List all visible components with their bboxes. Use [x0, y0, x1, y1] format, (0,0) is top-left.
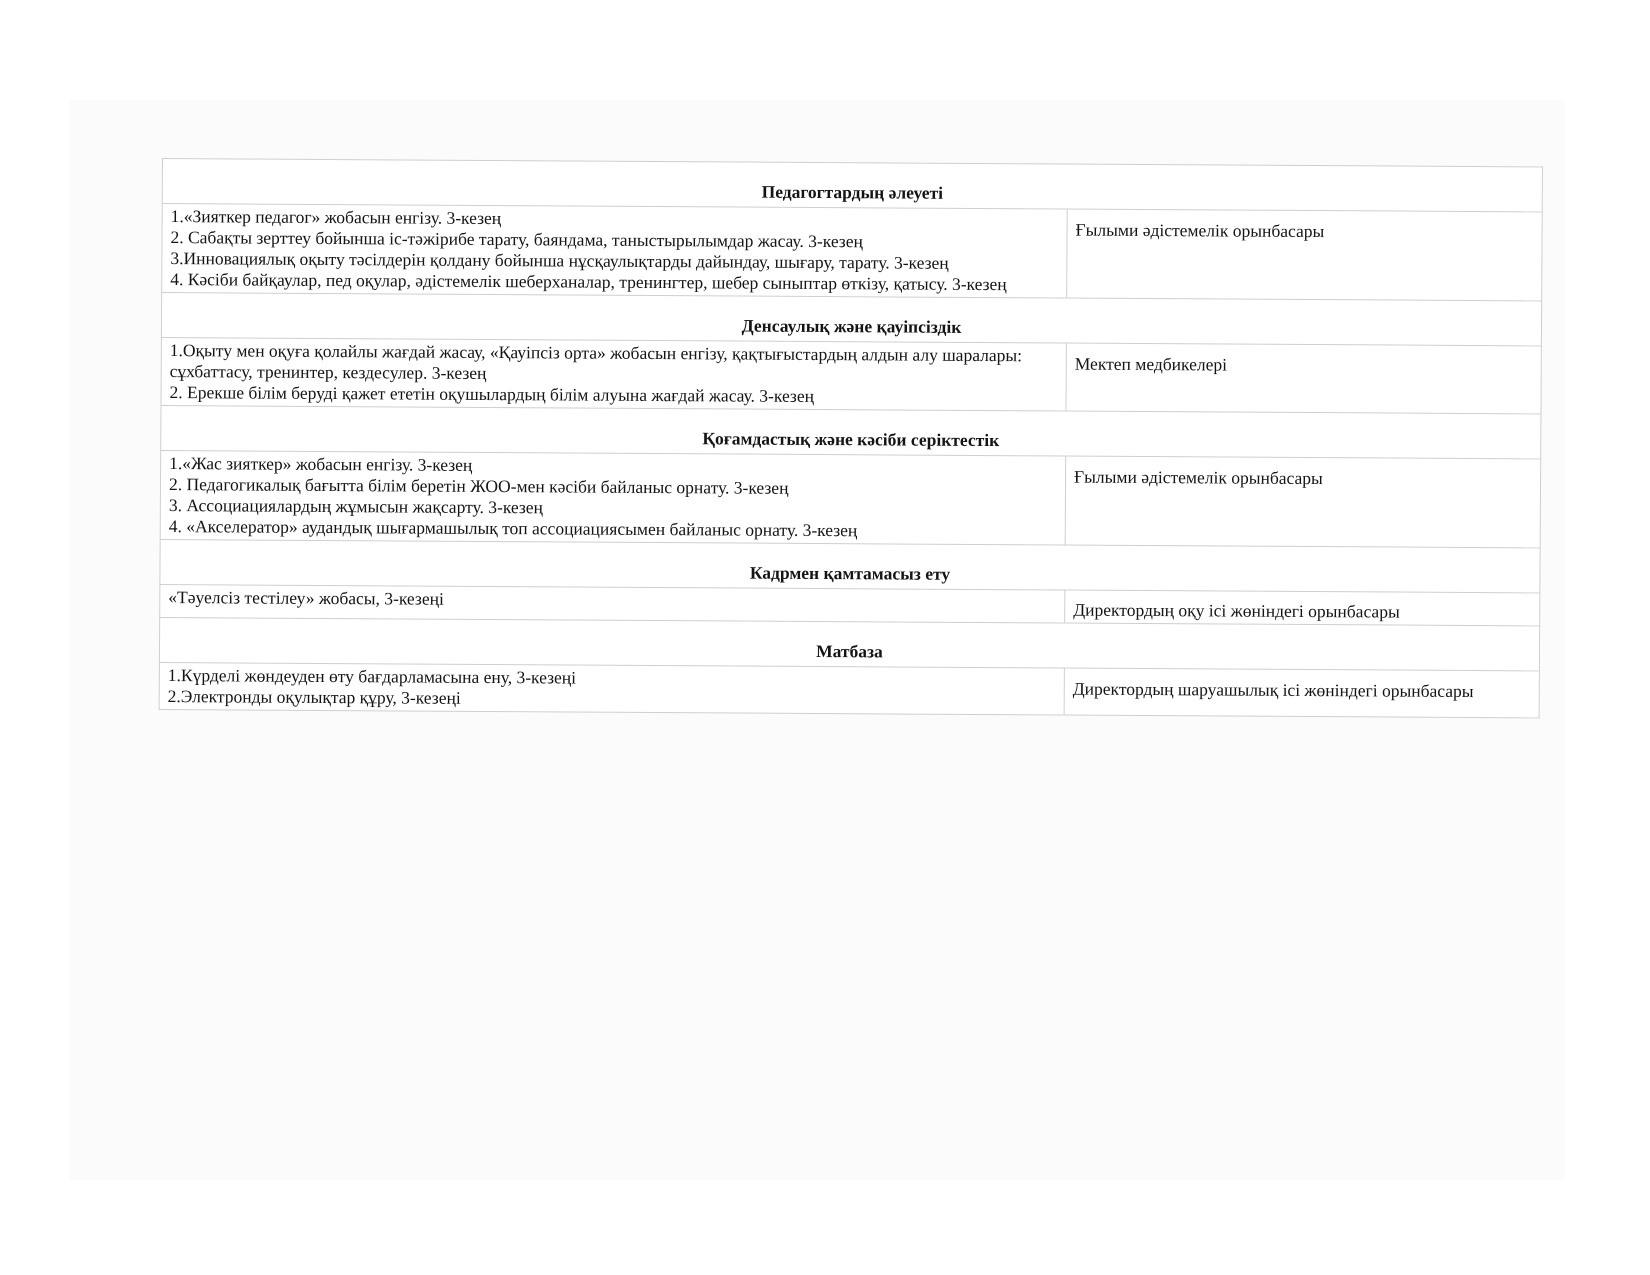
activity-item: 3. Ассоциациялардың жұмысын жақсарту. 3-кезең	[168, 495, 544, 518]
activity-item: 1.«Зияткер педагог» жобасын енгізу. 3-кезең	[170, 206, 502, 229]
activity-item: 2.Электронды оқулықтар құру, 3-кезеңі	[167, 686, 461, 708]
activities-cell	[159, 662, 1064, 715]
section-title: Кадрмен қамтамасыз ету	[160, 539, 1540, 592]
responsible-cell: Директордың шаруашылық ісі жөніндегі орынбасары	[1064, 668, 1539, 718]
activities-cell	[162, 204, 1068, 299]
section-title: Денсаулық және қауіпсіздік	[161, 293, 1541, 346]
activity-item: 4. «Акселератор» аудандық шығармашылық топ ассоциациясымен байланыс орнату. 3-кезең	[168, 516, 858, 541]
activity-item: «Тәуелсіз тестілеу» жобасы, 3-кезеңі	[168, 587, 444, 609]
activities-cell	[160, 450, 1066, 545]
section-title: Педагогтардың әлеуеті	[162, 159, 1542, 212]
activities-cell	[161, 337, 1066, 411]
section-title: Қоғамдастық және кәсіби серіктестік	[161, 405, 1541, 458]
activity-item: 1.Күрделі жөндеуден өту бағдарламасына ену, 3-кезеңі	[167, 665, 577, 688]
responsible-cell: Ғылыми әдістемелік орынбасары	[1067, 209, 1543, 301]
activity-item: 2. Сабақты зерттеу бойынша іс-тәжірибе тарату, баяндама, таныстырылымдар жасау. 3-кезең	[170, 227, 863, 252]
activity-item: 1.Оқыту мен оқуға қолайлы жағдай жасау, «Қауіпсіз орта» жобасын енгізу, қақтығыстардың алдын алу шаралары: сұхбаттасу, тренинтер, кездесулер. 3-кезең	[169, 340, 1023, 383]
activity-item: 4. Кәсіби байқаулар, пед оқулар, әдістемелік шеберханалар, тренингтер, шебер сыныптар өткізу, қатысу. 3-кезең	[170, 269, 1007, 295]
responsible-cell: Директордың оқу ісі жөніндегі орынбасары	[1065, 590, 1540, 626]
activity-item: 2. Ерекше білім беруді қажет ететін оқушылардың білім алуына жағдай жасау. 3-кезең	[169, 382, 815, 406]
section-title: Матбаза	[159, 617, 1539, 670]
responsible-cell: Мектеп медбикелері	[1066, 343, 1541, 414]
section-row-community-partnership	[160, 450, 1541, 547]
activities-cell	[160, 584, 1065, 623]
plan-table	[159, 158, 1543, 718]
activity-item: 2. Педагогикалық бағытта білім беретін ЖОО-мен кәсіби байланыс орнату. 3-кезең	[168, 474, 789, 498]
responsible-cell: Ғылыми әдістемелік орынбасары	[1065, 456, 1541, 548]
activity-item: 1.«Жас зияткер» жобасын енгізу. 3-кезең	[169, 453, 473, 475]
section-row-health-safety	[161, 337, 1541, 413]
activity-item: 3.Инновациялық оқыту тәсілдерін қолдану бойынша нұсқаулықтарды дайындау, шығару, тарату. 3-кезең	[170, 248, 949, 273]
section-row-pedagog-potential	[162, 204, 1543, 301]
section-row-material-base	[159, 662, 1539, 717]
